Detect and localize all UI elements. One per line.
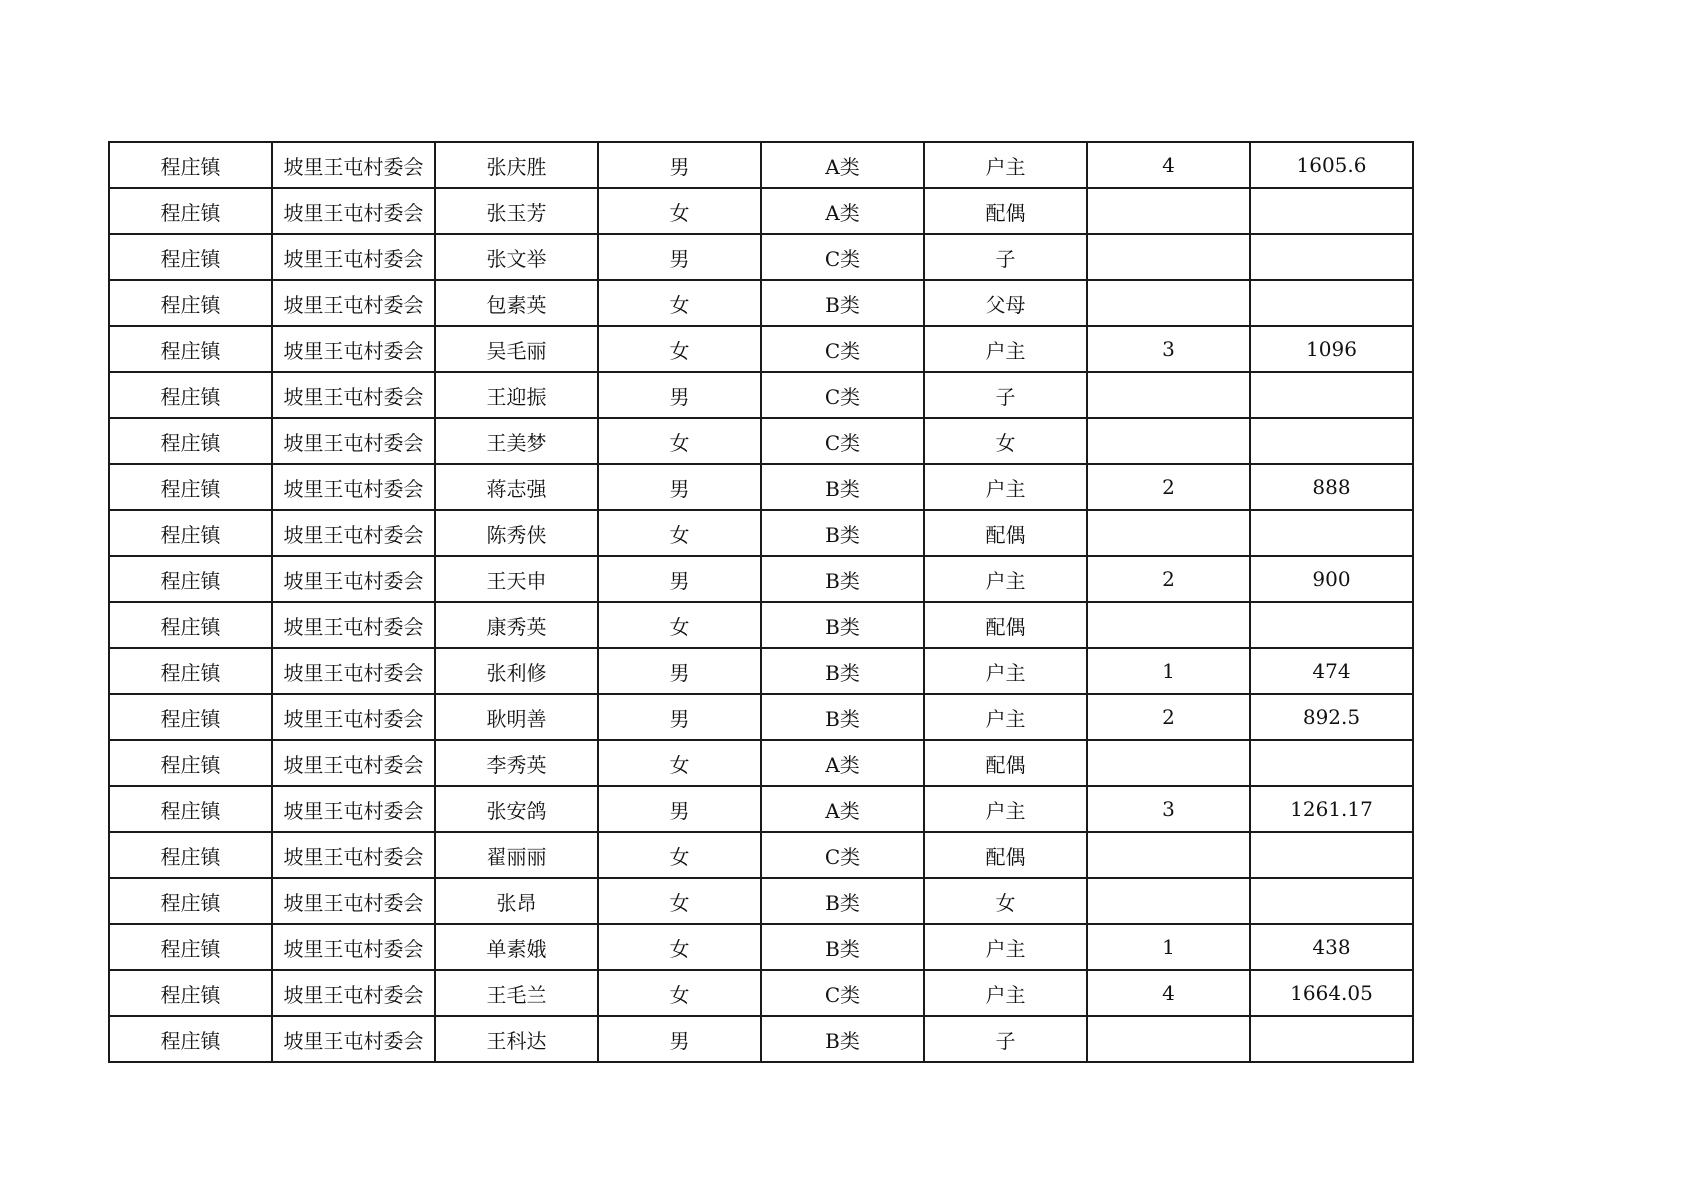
amount-cell	[1250, 1016, 1413, 1062]
relation-cell: 子	[924, 234, 1087, 280]
category-cell: A类	[761, 786, 924, 832]
amount-cell	[1250, 740, 1413, 786]
household-size-cell: 1	[1087, 648, 1250, 694]
household-size-cell	[1087, 602, 1250, 648]
amount-cell: 1664.05	[1250, 970, 1413, 1016]
village-cell: 坡里王屯村委会	[272, 234, 435, 280]
gender-cell: 女	[598, 970, 761, 1016]
category-cell: B类	[761, 694, 924, 740]
village-cell: 坡里王屯村委会	[272, 694, 435, 740]
name-cell: 包素英	[435, 280, 598, 326]
gender-cell: 女	[598, 510, 761, 556]
household-size-cell: 2	[1087, 556, 1250, 602]
gender-cell: 女	[598, 740, 761, 786]
table-row	[109, 786, 1413, 832]
amount-cell	[1250, 188, 1413, 234]
amount-cell	[1250, 418, 1413, 464]
village-cell: 坡里王屯村委会	[272, 924, 435, 970]
amount-cell: 1096	[1250, 326, 1413, 372]
town-cell: 程庄镇	[109, 878, 272, 924]
gender-cell: 女	[598, 602, 761, 648]
relation-cell: 女	[924, 878, 1087, 924]
relation-cell: 子	[924, 1016, 1087, 1062]
table-row	[109, 602, 1413, 648]
town-cell: 程庄镇	[109, 464, 272, 510]
category-cell: C类	[761, 418, 924, 464]
category-cell: B类	[761, 1016, 924, 1062]
household-size-cell	[1087, 188, 1250, 234]
household-size-cell	[1087, 878, 1250, 924]
town-cell: 程庄镇	[109, 924, 272, 970]
town-cell: 程庄镇	[109, 142, 272, 188]
village-cell: 坡里王屯村委会	[272, 326, 435, 372]
village-cell: 坡里王屯村委会	[272, 602, 435, 648]
relation-cell: 户主	[924, 556, 1087, 602]
table-row	[109, 1016, 1413, 1062]
village-cell: 坡里王屯村委会	[272, 832, 435, 878]
category-cell: B类	[761, 280, 924, 326]
relation-cell: 配偶	[924, 188, 1087, 234]
town-cell: 程庄镇	[109, 1016, 272, 1062]
town-cell: 程庄镇	[109, 234, 272, 280]
amount-cell	[1250, 372, 1413, 418]
village-cell: 坡里王屯村委会	[272, 142, 435, 188]
town-cell: 程庄镇	[109, 970, 272, 1016]
village-cell: 坡里王屯村委会	[272, 372, 435, 418]
amount-cell: 1605.6	[1250, 142, 1413, 188]
household-size-cell	[1087, 418, 1250, 464]
category-cell: C类	[761, 372, 924, 418]
household-size-cell	[1087, 234, 1250, 280]
household-size-cell: 2	[1087, 694, 1250, 740]
amount-cell	[1250, 280, 1413, 326]
amount-cell	[1250, 878, 1413, 924]
name-cell: 张利修	[435, 648, 598, 694]
town-cell: 程庄镇	[109, 740, 272, 786]
name-cell: 王科达	[435, 1016, 598, 1062]
table-row	[109, 234, 1413, 280]
name-cell: 吴毛丽	[435, 326, 598, 372]
category-cell: B类	[761, 924, 924, 970]
relation-cell: 户主	[924, 464, 1087, 510]
gender-cell: 男	[598, 694, 761, 740]
village-cell: 坡里王屯村委会	[272, 188, 435, 234]
table-row	[109, 464, 1413, 510]
category-cell: B类	[761, 878, 924, 924]
table-row	[109, 740, 1413, 786]
amount-cell: 438	[1250, 924, 1413, 970]
category-cell: B类	[761, 648, 924, 694]
town-cell: 程庄镇	[109, 280, 272, 326]
town-cell: 程庄镇	[109, 648, 272, 694]
table-row	[109, 326, 1413, 372]
name-cell: 张安鸽	[435, 786, 598, 832]
category-cell: B类	[761, 602, 924, 648]
relation-cell: 配偶	[924, 602, 1087, 648]
household-size-cell: 4	[1087, 970, 1250, 1016]
village-cell: 坡里王屯村委会	[272, 510, 435, 556]
table-row	[109, 556, 1413, 602]
gender-cell: 男	[598, 1016, 761, 1062]
gender-cell: 女	[598, 832, 761, 878]
amount-cell	[1250, 234, 1413, 280]
name-cell: 康秀英	[435, 602, 598, 648]
household-table	[108, 141, 1414, 1063]
relation-cell: 户主	[924, 694, 1087, 740]
town-cell: 程庄镇	[109, 694, 272, 740]
table-row	[109, 832, 1413, 878]
household-size-cell: 4	[1087, 142, 1250, 188]
gender-cell: 男	[598, 556, 761, 602]
gender-cell: 女	[598, 326, 761, 372]
name-cell: 李秀英	[435, 740, 598, 786]
table-row	[109, 510, 1413, 556]
town-cell: 程庄镇	[109, 602, 272, 648]
town-cell: 程庄镇	[109, 418, 272, 464]
gender-cell: 女	[598, 418, 761, 464]
category-cell: A类	[761, 188, 924, 234]
village-cell: 坡里王屯村委会	[272, 1016, 435, 1062]
village-cell: 坡里王屯村委会	[272, 464, 435, 510]
relation-cell: 父母	[924, 280, 1087, 326]
household-size-cell	[1087, 832, 1250, 878]
table-body	[109, 142, 1413, 1062]
relation-cell: 女	[924, 418, 1087, 464]
name-cell: 张文举	[435, 234, 598, 280]
town-cell: 程庄镇	[109, 188, 272, 234]
household-size-cell	[1087, 510, 1250, 556]
table-row	[109, 648, 1413, 694]
amount-cell	[1250, 510, 1413, 556]
village-cell: 坡里王屯村委会	[272, 418, 435, 464]
amount-cell: 1261.17	[1250, 786, 1413, 832]
name-cell: 王迎振	[435, 372, 598, 418]
table-row	[109, 924, 1413, 970]
name-cell: 王天申	[435, 556, 598, 602]
name-cell: 翟丽丽	[435, 832, 598, 878]
relation-cell: 配偶	[924, 740, 1087, 786]
table-row	[109, 878, 1413, 924]
household-size-cell: 2	[1087, 464, 1250, 510]
table-row	[109, 142, 1413, 188]
gender-cell: 男	[598, 648, 761, 694]
town-cell: 程庄镇	[109, 326, 272, 372]
household-size-cell	[1087, 740, 1250, 786]
household-size-cell	[1087, 280, 1250, 326]
category-cell: A类	[761, 142, 924, 188]
category-cell: B类	[761, 464, 924, 510]
table-row	[109, 694, 1413, 740]
gender-cell: 男	[598, 142, 761, 188]
village-cell: 坡里王屯村委会	[272, 786, 435, 832]
relation-cell: 户主	[924, 326, 1087, 372]
relation-cell: 子	[924, 372, 1087, 418]
relation-cell: 配偶	[924, 832, 1087, 878]
town-cell: 程庄镇	[109, 510, 272, 556]
gender-cell: 男	[598, 234, 761, 280]
category-cell: C类	[761, 832, 924, 878]
name-cell: 王毛兰	[435, 970, 598, 1016]
village-cell: 坡里王屯村委会	[272, 556, 435, 602]
category-cell: C类	[761, 970, 924, 1016]
household-size-cell	[1087, 372, 1250, 418]
village-cell: 坡里王屯村委会	[272, 740, 435, 786]
table-row	[109, 280, 1413, 326]
household-size-cell	[1087, 1016, 1250, 1062]
gender-cell: 女	[598, 280, 761, 326]
town-cell: 程庄镇	[109, 556, 272, 602]
category-cell: C类	[761, 326, 924, 372]
relation-cell: 配偶	[924, 510, 1087, 556]
gender-cell: 男	[598, 464, 761, 510]
relation-cell: 户主	[924, 786, 1087, 832]
amount-cell	[1250, 602, 1413, 648]
town-cell: 程庄镇	[109, 786, 272, 832]
name-cell: 张昂	[435, 878, 598, 924]
town-cell: 程庄镇	[109, 832, 272, 878]
amount-cell: 900	[1250, 556, 1413, 602]
name-cell: 蒋志强	[435, 464, 598, 510]
amount-cell	[1250, 832, 1413, 878]
name-cell: 耿明善	[435, 694, 598, 740]
name-cell: 单素娥	[435, 924, 598, 970]
name-cell: 王美梦	[435, 418, 598, 464]
relation-cell: 户主	[924, 648, 1087, 694]
household-size-cell: 3	[1087, 786, 1250, 832]
village-cell: 坡里王屯村委会	[272, 878, 435, 924]
household-size-cell: 1	[1087, 924, 1250, 970]
relation-cell: 户主	[924, 142, 1087, 188]
gender-cell: 男	[598, 786, 761, 832]
village-cell: 坡里王屯村委会	[272, 648, 435, 694]
household-size-cell: 3	[1087, 326, 1250, 372]
village-cell: 坡里王屯村委会	[272, 970, 435, 1016]
table-row	[109, 188, 1413, 234]
table-row	[109, 970, 1413, 1016]
relation-cell: 户主	[924, 970, 1087, 1016]
name-cell: 陈秀侠	[435, 510, 598, 556]
gender-cell: 男	[598, 372, 761, 418]
table-row	[109, 372, 1413, 418]
amount-cell: 888	[1250, 464, 1413, 510]
table-row	[109, 418, 1413, 464]
gender-cell: 女	[598, 188, 761, 234]
category-cell: A类	[761, 740, 924, 786]
category-cell: B类	[761, 556, 924, 602]
name-cell: 张庆胜	[435, 142, 598, 188]
amount-cell: 474	[1250, 648, 1413, 694]
village-cell: 坡里王屯村委会	[272, 280, 435, 326]
amount-cell: 892.5	[1250, 694, 1413, 740]
category-cell: B类	[761, 510, 924, 556]
relation-cell: 户主	[924, 924, 1087, 970]
category-cell: C类	[761, 234, 924, 280]
name-cell: 张玉芳	[435, 188, 598, 234]
gender-cell: 女	[598, 878, 761, 924]
gender-cell: 女	[598, 924, 761, 970]
town-cell: 程庄镇	[109, 372, 272, 418]
